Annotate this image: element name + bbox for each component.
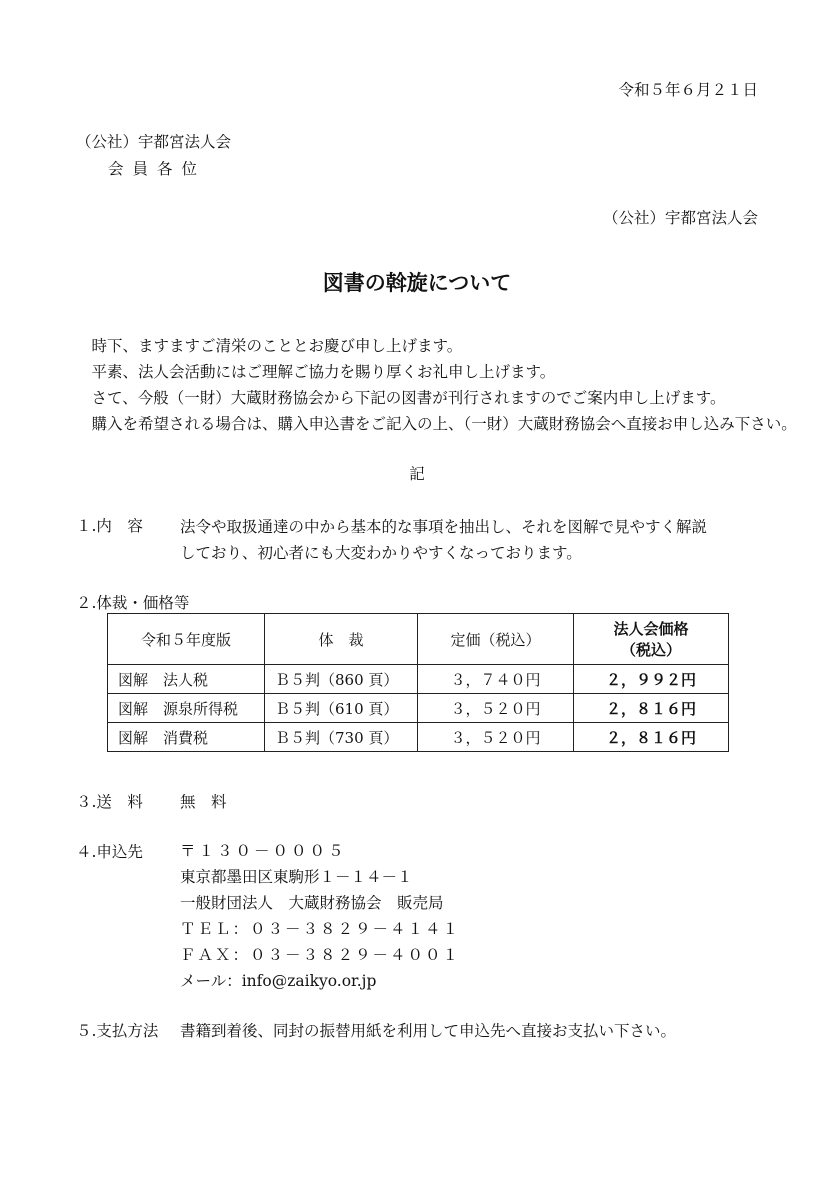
section-payment-body: 書籍到着後、同封の振替用紙を利用して申込先へ直接お支払い下さい。 [180, 1022, 677, 1040]
email-address: メール：info@zaikyo.or.jp [180, 972, 377, 990]
header-format: 体 裁 [265, 614, 418, 665]
header-member-price-line-2: （税込） [620, 641, 681, 659]
member-price-cell: ２，９９２円 [574, 665, 729, 694]
list-price-cell: ３，５２０円 [418, 694, 574, 723]
table-row [108, 665, 729, 694]
list-price-cell: ３，７４０円 [418, 665, 574, 694]
fax-number: ＦＡＸ：０３－３８２９－４００１ [180, 946, 461, 964]
purchase-instructions-paragraph: 購入を希望される場合は、購入申込書をご記入の上、（一財）大蔵財務協会へ直接お申し込み下さい。 [91, 415, 797, 433]
price-table-header-row [108, 614, 729, 665]
header-member-price-line-1: 法人会価格 [613, 620, 689, 638]
book-format-cell: Ｂ５判（860 頁） [265, 665, 418, 694]
postal-code: 〒１３０－０００５ [180, 842, 347, 860]
section-contents-heading: １.内 容 [76, 517, 143, 535]
section-contents-line-2: しており、初心者にも大変わかりやすくなっております。 [180, 544, 582, 562]
price-table [107, 613, 729, 752]
section-shipping-heading: ３.送 料 [76, 793, 143, 811]
header-edition: 令和５年度版 [108, 614, 265, 665]
book-title-cell: 図解 源泉所得税 [108, 694, 265, 723]
member-price-cell: ２，８１６円 [574, 694, 729, 723]
section-contents-line-1: 法令や取扱通達の中から基本的な事項を抽出し、それを図解で見やすく解説 [180, 518, 708, 536]
book-title-cell: 図解 法人税 [108, 665, 265, 694]
section-contents-body [180, 514, 780, 566]
announcement-paragraph: さて、今般（一財）大蔵財務協会から下記の図書が刊行されますのでご案内申し上げます。 [91, 389, 726, 407]
list-price-cell: ３，５２０円 [418, 723, 574, 752]
book-format-cell: Ｂ５判（610 頁） [265, 694, 418, 723]
section-shipping-body: 無 料 [180, 793, 227, 811]
telephone-number: ＴＥＬ：０３－３８２９－４１４１ [180, 920, 461, 938]
greeting-paragraph-2: 平素、法人会活動にはご理解ご協力を賜り厚くお礼申し上げます。 [91, 363, 556, 381]
sender-organization: （公社）宇都宮法人会 [602, 209, 758, 227]
organization-name: 一般財団法人 大蔵財務協会 販売局 [180, 894, 444, 912]
addressee-organization: （公社）宇都宮法人会 [76, 133, 232, 151]
table-row [108, 694, 729, 723]
book-title-cell: 図解 消費税 [108, 723, 265, 752]
section-format-price-heading: ２.体裁・価格等 [76, 594, 190, 612]
addressee-members: 会員各位 [108, 160, 207, 178]
header-list-price: 定価（税込） [418, 614, 574, 665]
ki-heading: 記 [409, 465, 425, 483]
street-address: 東京都墨田区東駒形１－１４－１ [180, 868, 413, 886]
book-format-cell: Ｂ５判（730 頁） [265, 723, 418, 752]
document-date: 令和５年６月２１日 [618, 81, 758, 99]
section-application-heading: ４.申込先 [76, 843, 143, 861]
greeting-paragraph-1: 時下、ますますご清栄のこととお慶び申し上げます。 [91, 337, 463, 355]
table-row [108, 723, 729, 752]
member-price-cell: ２，８１６円 [574, 723, 729, 752]
header-member-price [574, 614, 729, 665]
section-payment-heading: ５.支払方法 [76, 1022, 159, 1040]
document-title: 図書の斡旋について [322, 270, 512, 295]
